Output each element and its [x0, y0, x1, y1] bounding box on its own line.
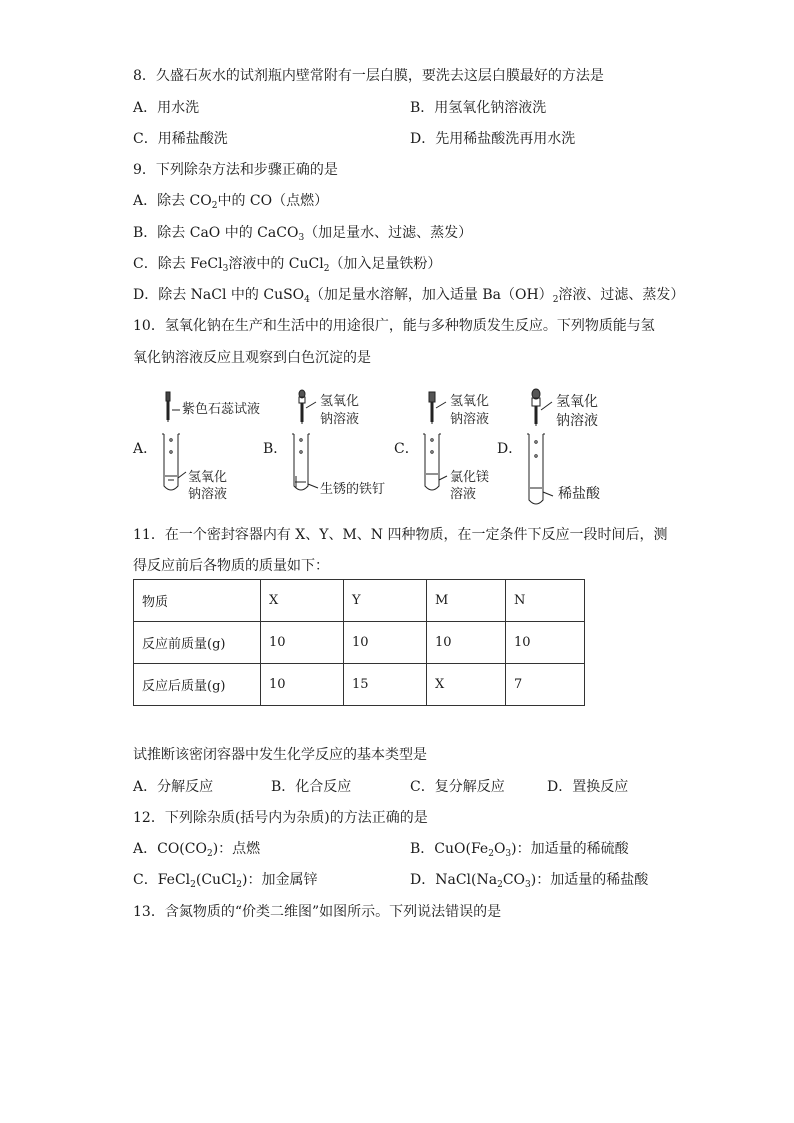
- test-tube-b: [292, 390, 318, 490]
- table-row: [134, 664, 585, 706]
- label-c-top-1: 氢氧化: [450, 394, 490, 409]
- figure-label-c: C．: [394, 441, 419, 457]
- q11-question: 试推断该密闭容器中发生化学反应的基本类型是: [133, 747, 427, 763]
- q11-option-b: B．化合反应: [271, 779, 352, 795]
- table-header-cell: N: [506, 580, 585, 622]
- test-tube-d: [527, 389, 553, 504]
- q9-option-a: A．除去 $CO_2$中的 CO（点燃）: [133, 193, 329, 211]
- q11-option-c: C．复分解反应: [410, 779, 505, 795]
- table-header-cell: M: [427, 580, 506, 622]
- table-cell: 7: [506, 664, 585, 706]
- q12-option-b: B．$CuO(Fe_2O_3)$：加适量的稀硫酸: [410, 841, 629, 859]
- q13-stem: 13．含氮物质的“价类二维图”如图所示。下列说法错误的是: [133, 904, 502, 920]
- q10-figure: [120, 388, 640, 510]
- test-tube-c: [423, 392, 447, 490]
- table-cell: 10: [506, 622, 585, 664]
- label-d-bottom: 稀盐酸: [558, 486, 600, 502]
- table-header-cell: Y: [344, 580, 427, 622]
- q8-option-d: D．先用稀盐酸洗再用水洗: [410, 131, 576, 147]
- table-cell: 10: [344, 622, 427, 664]
- table-cell: 10: [261, 622, 344, 664]
- q11-stem-line1: 11．在一个密封容器内有 X、Y、M、N 四种物质，在一定条件下反应一段时间后，测: [133, 527, 668, 543]
- label-c-bottom-1: 氯化镁: [450, 470, 490, 485]
- q12-stem: 12．下列除杂质(括号内为杂质)的方法正确的是: [133, 810, 428, 826]
- table-cell: 15: [344, 664, 427, 706]
- table-cell: 10: [427, 622, 506, 664]
- table-header-row: [134, 580, 585, 622]
- label-c-bottom-2: 溶液: [450, 487, 477, 502]
- table-header-cell: X: [261, 580, 344, 622]
- q12-option-c: C．FeCl$_2$(CuCl$_2$)：加金属锌: [133, 872, 318, 890]
- table-row: [134, 622, 585, 664]
- q9-option-c: C．除去 FeCl$_3$溶液中的 CuCl$_2$（加入足量铁粉）: [133, 256, 442, 274]
- q11-option-d: D．置换反应: [547, 779, 629, 795]
- label-c-top-2: 钠溶液: [450, 412, 490, 427]
- figure-label-a: A．: [133, 441, 158, 457]
- q12-option-a: A．$CO(CO_2)$：点燃: [133, 841, 261, 859]
- q11-stem-line2: 得反应前后各物质的质量如下：: [133, 558, 329, 574]
- q8-option-a: A．用水洗: [133, 100, 200, 116]
- q8-option-b: B．用氢氧化钠溶液洗: [410, 100, 547, 116]
- label-a-top: 紫色石蕊试液: [182, 402, 261, 417]
- q9-option-b: B．除去 CaO 中的 CaCO$_3$（加足量水、过滤、蒸发）: [133, 225, 473, 243]
- q12-option-d: D．$NaCl(Na_2CO_3)$：加适量的稀盐酸: [410, 872, 649, 890]
- table-cell: 反应后质量(g): [134, 664, 261, 706]
- table-cell: 10: [261, 664, 344, 706]
- figure-label-b: B．: [263, 441, 288, 457]
- q9-stem: 9．下列除杂方法和步骤正确的是: [133, 162, 338, 178]
- label-b-top-2: 钠溶液: [320, 412, 360, 427]
- label-d-top-2: 钠溶液: [556, 413, 598, 429]
- label-a-bottom-2: 钠溶液: [188, 487, 228, 502]
- table-cell: 反应前质量(g): [134, 622, 261, 664]
- q8-stem: 8．久盛石灰水的试剂瓶内壁常附有一层白膜，要洗去这层白膜最好的方法是: [133, 68, 604, 84]
- q9-option-d: D．除去 NaCl 中的 CuSO$_4$（加足量水溶解，加入适量 $Ba(OH)_2$溶液、过滤、蒸发）: [133, 287, 685, 305]
- q10-stem-line2: 氧化钠溶液反应且观察到白色沉淀的是: [133, 350, 371, 366]
- label-a-bottom-1: 氢氧化: [188, 470, 228, 485]
- figure-label-d: D．: [497, 441, 523, 457]
- label-b-bottom: 生锈的铁钉: [320, 482, 386, 497]
- q10-stem-line1: 10．氢氧化钠在生产和生活中的用途很广，能与多种物质发生反应。下列物质能与氢: [133, 318, 655, 334]
- mass-table: [133, 579, 585, 706]
- label-d-top-1: 氢氧化: [556, 394, 598, 410]
- table-header-cell: 物质: [134, 580, 261, 622]
- label-b-top-1: 氢氧化: [320, 394, 360, 409]
- q8-option-c: C．用稀盐酸洗: [133, 131, 228, 147]
- q11-option-a: A．分解反应: [133, 779, 214, 795]
- table-cell: X: [427, 664, 506, 706]
